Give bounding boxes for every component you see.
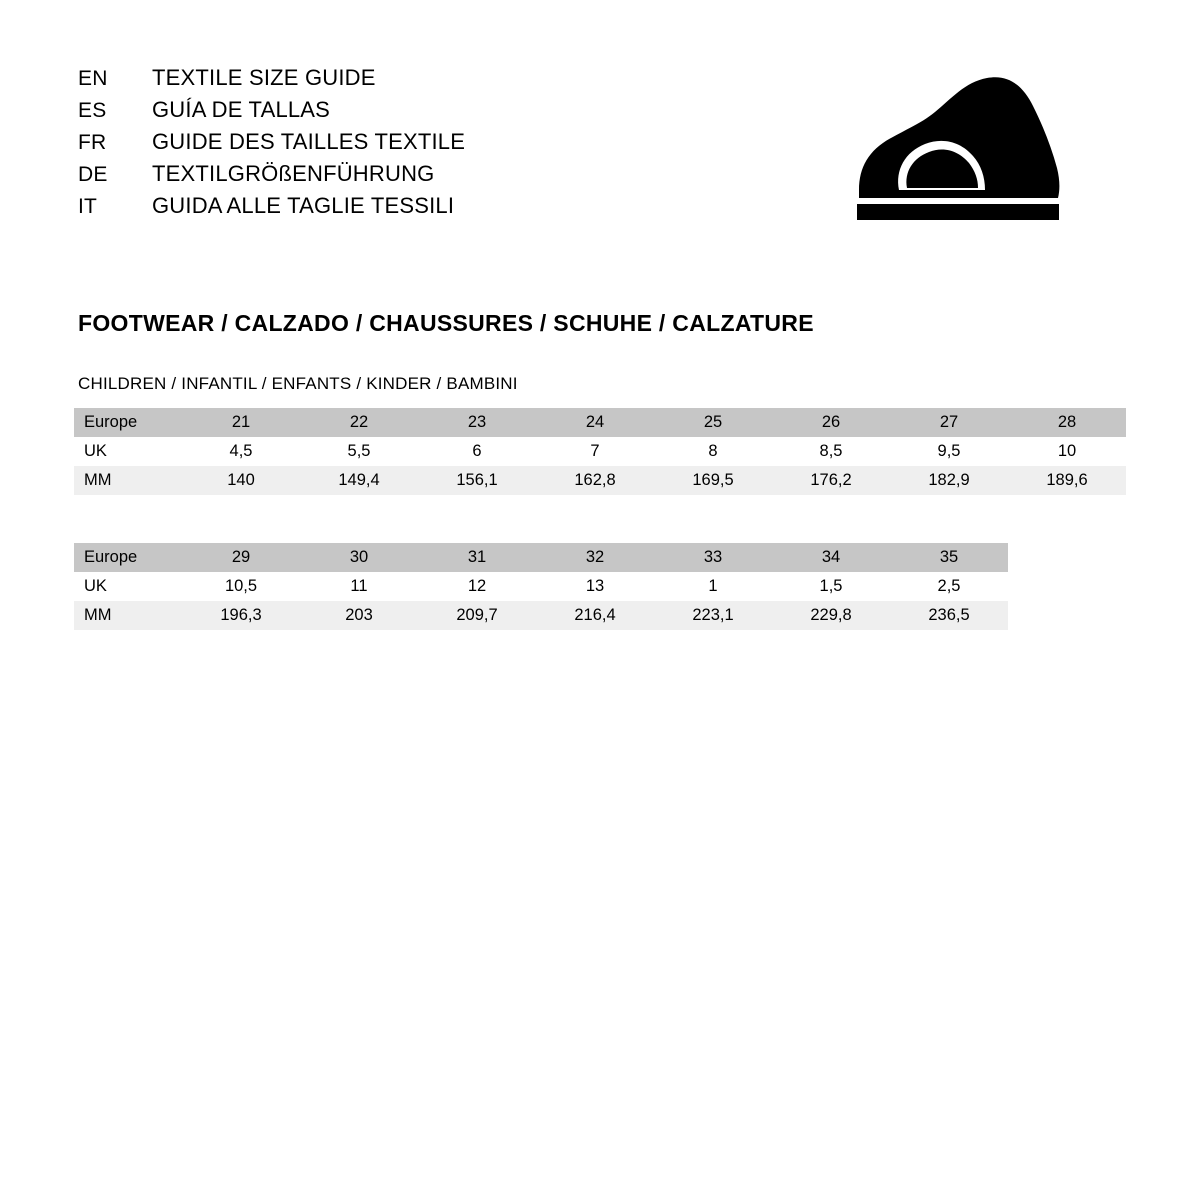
cell: 176,2 (772, 466, 890, 495)
language-row (78, 190, 465, 222)
language-title: TEXTILGRÖßENFÜHRUNG (152, 161, 435, 186)
language-code: DE (78, 163, 108, 186)
cell: 26 (772, 408, 890, 437)
cell: 162,8 (536, 466, 654, 495)
cell: 10 (1008, 437, 1126, 466)
header (78, 62, 1128, 227)
language-title: GUÍA DE TALLAS (152, 97, 331, 122)
language-row (78, 158, 465, 190)
cell: 1,5 (772, 572, 890, 601)
size-table-children-2 (74, 543, 1126, 630)
language-list (78, 62, 465, 222)
cell: 21 (182, 408, 300, 437)
cell: 1 (654, 572, 772, 601)
cell: 209,7 (418, 601, 536, 630)
cell: 27 (890, 408, 1008, 437)
cell: 236,5 (890, 601, 1008, 630)
cell: 156,1 (418, 466, 536, 495)
row-label: MM (74, 466, 182, 495)
table-row (74, 466, 1126, 495)
section-title: FOOTWEAR / CALZADO / CHAUSSURES / SCHUHE / CALZATURE (78, 310, 814, 336)
table-row (74, 543, 1126, 572)
language-title: TEXTILE SIZE GUIDE (152, 65, 376, 90)
language-code: FR (78, 131, 107, 154)
language-title: GUIDE DES TAILLES TEXTILE (152, 129, 466, 154)
cell: 8 (654, 437, 772, 466)
cell: 182,9 (890, 466, 1008, 495)
cell: 30 (300, 543, 418, 572)
cell: 169,5 (654, 466, 772, 495)
language-row (78, 94, 465, 126)
cell: 13 (536, 572, 654, 601)
cell: 5,5 (300, 437, 418, 466)
cell: 4,5 (182, 437, 300, 466)
cell: 149,4 (300, 466, 418, 495)
table-row (74, 437, 1126, 466)
language-code: IT (78, 195, 98, 218)
language-row (78, 126, 465, 158)
cell: 10,5 (182, 572, 300, 601)
cell: 35 (890, 543, 1008, 572)
language-code: ES (78, 99, 107, 122)
cell: 140 (182, 466, 300, 495)
cell: 223,1 (654, 601, 772, 630)
cell: 229,8 (772, 601, 890, 630)
row-label: Europe (74, 543, 182, 572)
cell: 2,5 (890, 572, 1008, 601)
table-row (74, 601, 1126, 630)
table-row (74, 408, 1126, 437)
language-row (78, 62, 465, 94)
cell: 22 (300, 408, 418, 437)
cell: 28 (1008, 408, 1126, 437)
cell: 24 (536, 408, 654, 437)
cell-empty (1008, 572, 1126, 601)
cell: 216,4 (536, 601, 654, 630)
cell: 32 (536, 543, 654, 572)
cell: 31 (418, 543, 536, 572)
cell: 8,5 (772, 437, 890, 466)
cell: 6 (418, 437, 536, 466)
shoe-icon (847, 72, 1062, 227)
row-label: UK (74, 437, 182, 466)
row-label: UK (74, 572, 182, 601)
row-label: Europe (74, 408, 182, 437)
language-title: GUIDA ALLE TAGLIE TESSILI (152, 193, 455, 218)
cell: 203 (300, 601, 418, 630)
row-label: MM (74, 601, 182, 630)
cell-empty (1008, 601, 1126, 630)
table-row (74, 572, 1126, 601)
cell: 11 (300, 572, 418, 601)
cell: 196,3 (182, 601, 300, 630)
cell: 25 (654, 408, 772, 437)
section-subtitle: CHILDREN / INFANTIL / ENFANTS / KINDER / BAMBINI (78, 374, 518, 393)
size-table-children-1 (74, 408, 1126, 495)
cell: 12 (418, 572, 536, 601)
cell: 189,6 (1008, 466, 1126, 495)
cell: 23 (418, 408, 536, 437)
language-code: EN (78, 67, 108, 90)
cell: 29 (182, 543, 300, 572)
cell-empty (1008, 543, 1126, 572)
cell: 34 (772, 543, 890, 572)
cell: 7 (536, 437, 654, 466)
cell: 9,5 (890, 437, 1008, 466)
cell: 33 (654, 543, 772, 572)
